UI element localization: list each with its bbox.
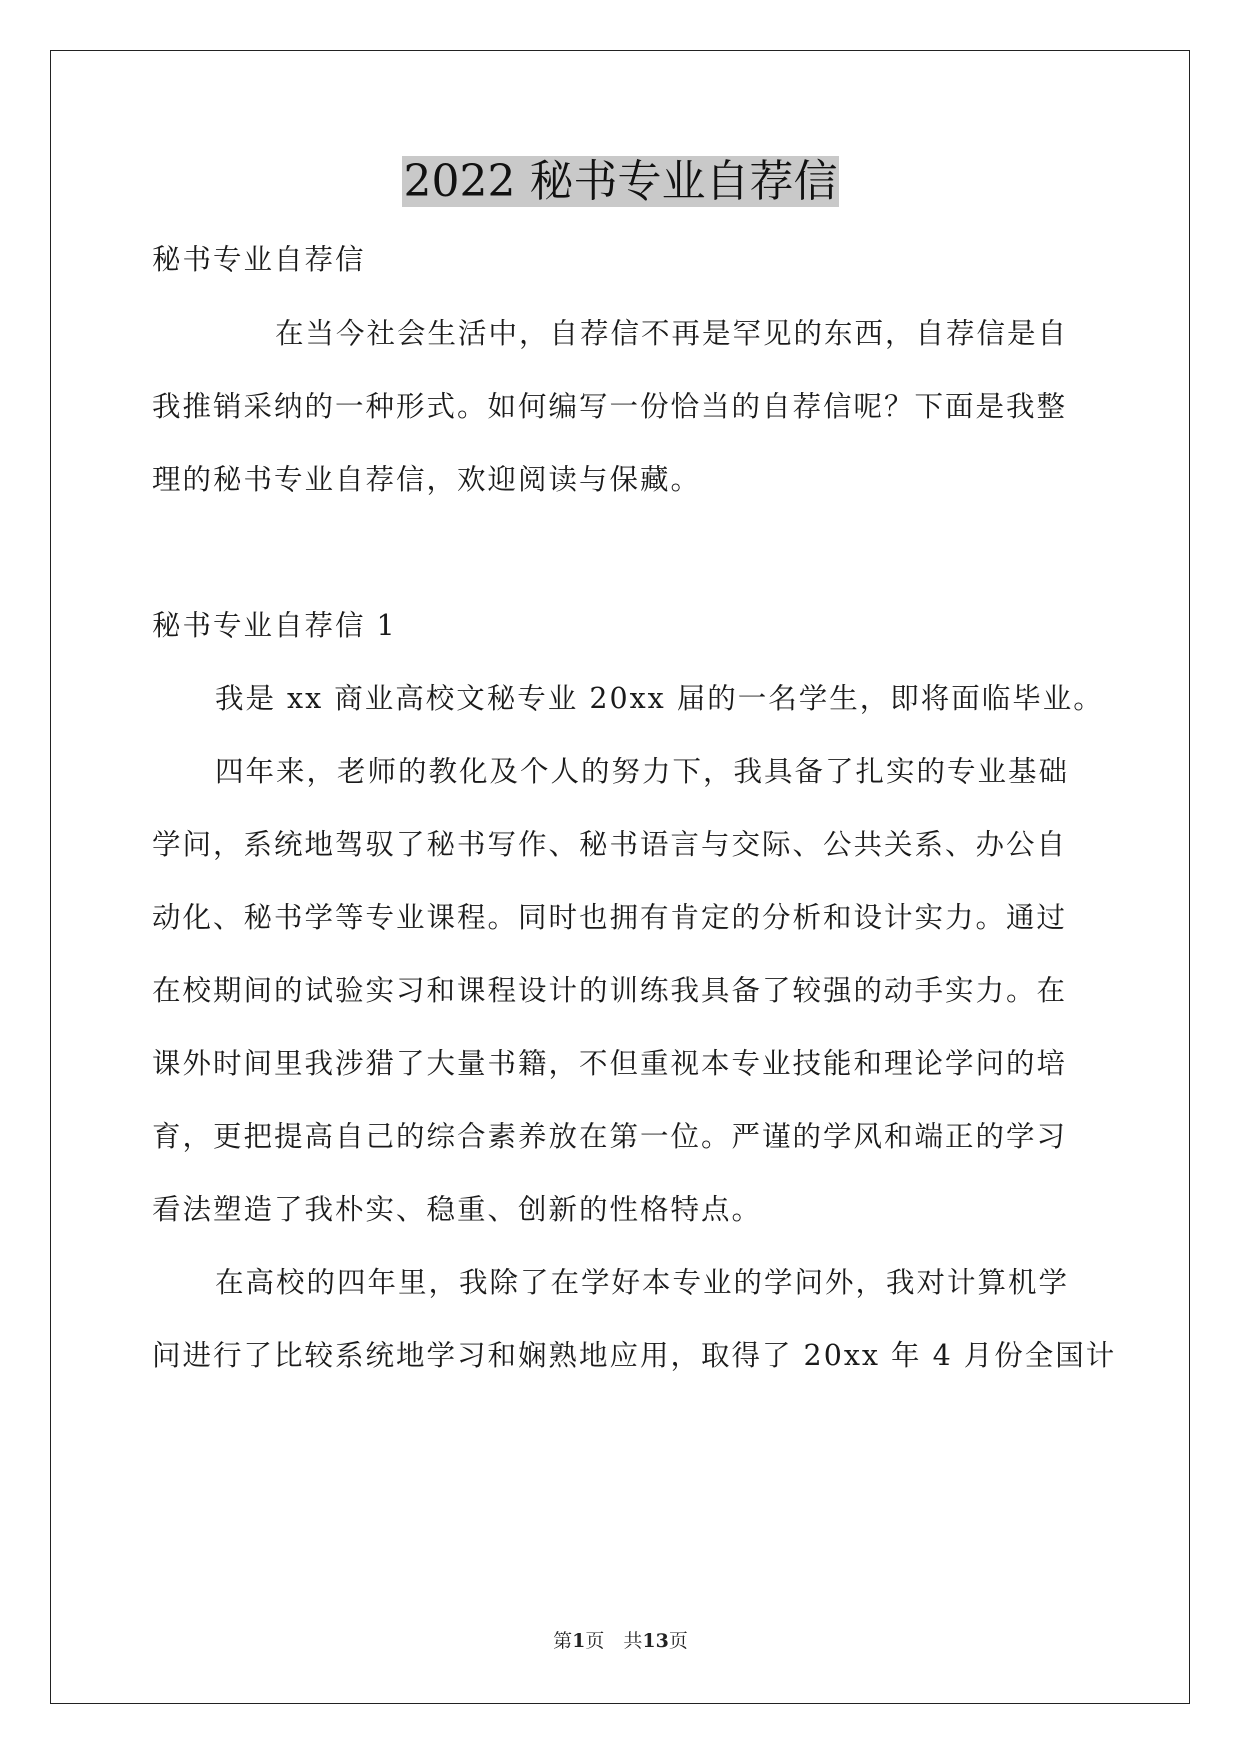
section-heading: 秘书专业自荐信 1	[152, 609, 397, 642]
section-heading: 秘书专业自荐信	[152, 243, 366, 276]
page-suffix: 页	[668, 1630, 688, 1652]
paragraph-line: 理的秘书专业自荐信，欢迎阅读与保藏。	[152, 463, 702, 496]
document-title	[0, 152, 1241, 212]
document-title-text: 2022 秘书专业自荐信	[403, 156, 838, 207]
paragraph-line: 课外时间里我涉猎了大量书籍，不但重视本专业技能和理论学问的培	[152, 1047, 1068, 1080]
paragraph-line: 我是 xx 商业高校文秘专业 20xx 届的一名学生，即将面临毕业。	[215, 682, 1104, 715]
paragraph-line: 在校期间的试验实习和课程设计的训练我具备了较强的动手实力。在	[152, 974, 1068, 1007]
paragraph-line: 我推销采纳的一种形式。如何编写一份恰当的自荐信呢？下面是我整	[152, 390, 1068, 423]
paragraph-line: 学问，系统地驾驭了秘书写作、秘书语言与交际、公共关系、办公自	[152, 828, 1068, 861]
page-prefix: 第	[553, 1630, 573, 1652]
page-mid: 页 共	[585, 1630, 643, 1652]
paragraph-line: 在当今社会生活中，自荐信不再是罕见的东西，自荐信是自	[275, 317, 1069, 350]
page-footer	[0, 1626, 1241, 1653]
page-border	[50, 50, 1190, 1704]
page-total: 13	[642, 1630, 669, 1652]
paragraph-line: 问进行了比较系统地学习和娴熟地应用，取得了 20xx 年 4 月份全国计	[152, 1339, 1117, 1372]
paragraph-line: 动化、秘书学等专业课程。同时也拥有肯定的分析和设计实力。通过	[152, 901, 1068, 934]
paragraph-line: 四年来，老师的教化及个人的努力下，我具备了扎实的专业基础	[215, 755, 1070, 788]
page-current: 1	[572, 1630, 586, 1652]
paragraph-line: 育，更把提高自己的综合素养放在第一位。严谨的学风和端正的学习	[152, 1120, 1068, 1153]
paragraph-line: 在高校的四年里，我除了在学好本专业的学问外，我对计算机学	[215, 1266, 1070, 1299]
paragraph-line: 看法塑造了我朴实、稳重、创新的性格特点。	[152, 1193, 763, 1226]
